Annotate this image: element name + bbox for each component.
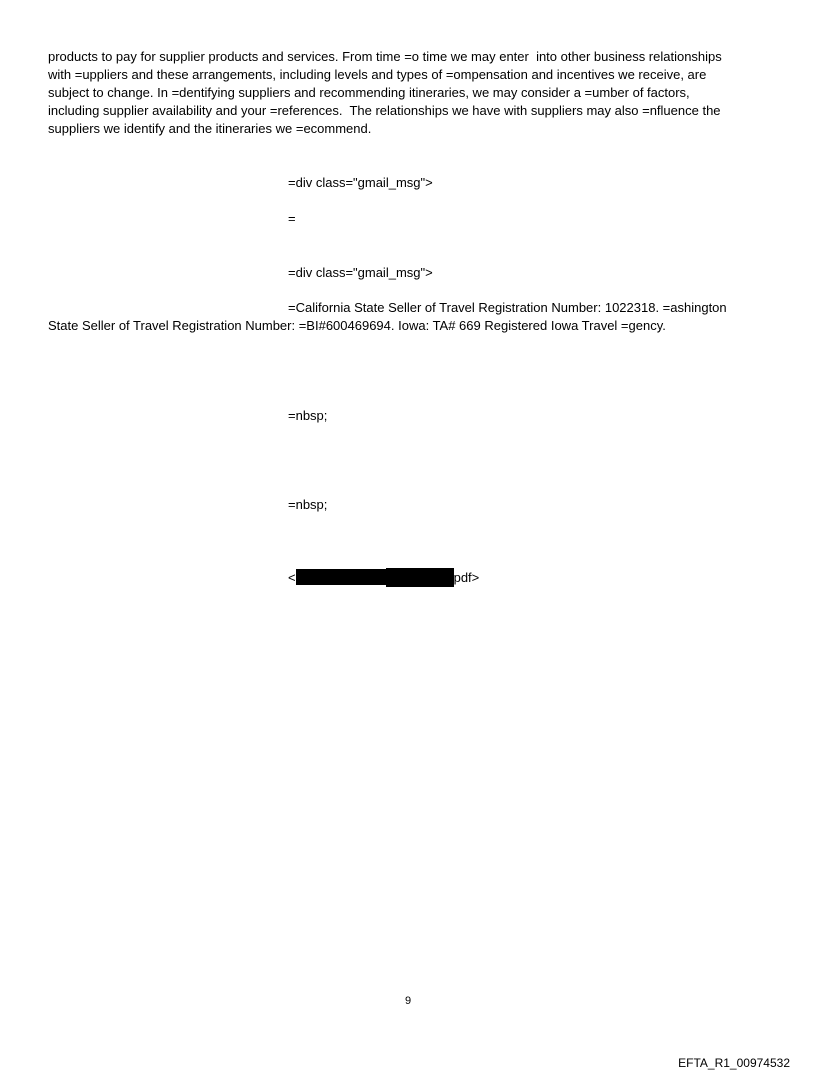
paragraph-line: subject to change. In =dentifying suppliers and recommending itineraries, we may consider a =umber of factors, <box>48 85 690 100</box>
gmail-msg-div-line: =div class="gmail_msg"> <box>288 175 433 190</box>
paragraph-line: products to pay for supplier products and services. From time =o time we may enter into other business relationships <box>48 49 722 64</box>
redaction-box <box>386 568 454 587</box>
paragraph-line: suppliers we identify and the itineraries we =ecommend. <box>48 121 372 136</box>
paragraph-line: including supplier availability and your =references. The relationships we have with suppliers may also =nfluence the <box>48 103 721 118</box>
page-number: 9 <box>404 995 412 1007</box>
paragraph-line: with =uppliers and these arrangements, including levels and types of =ompensation and incentives we receive, are <box>48 67 707 82</box>
gmail-msg-div-line: =div class="gmail_msg"> <box>288 265 433 280</box>
registration-line-1: =California State Seller of Travel Registration Number: 1022318. =ashington <box>288 300 727 315</box>
nbsp-line: =nbsp; <box>288 408 328 423</box>
equals-line: = <box>288 211 296 226</box>
attachment-line <box>288 568 479 587</box>
attachment-prefix: < <box>288 570 296 585</box>
nbsp-line: =nbsp; <box>288 497 328 512</box>
redaction-box <box>296 569 386 585</box>
body-paragraph <box>48 48 768 138</box>
document-id: EFTA_R1_00974532 <box>678 1056 790 1070</box>
registration-line-2: State Seller of Travel Registration Number: =BI#600469694. Iowa: TA# 669 Registered Iowa Travel =gency. <box>48 318 666 333</box>
attachment-suffix: pdf> <box>453 570 480 585</box>
